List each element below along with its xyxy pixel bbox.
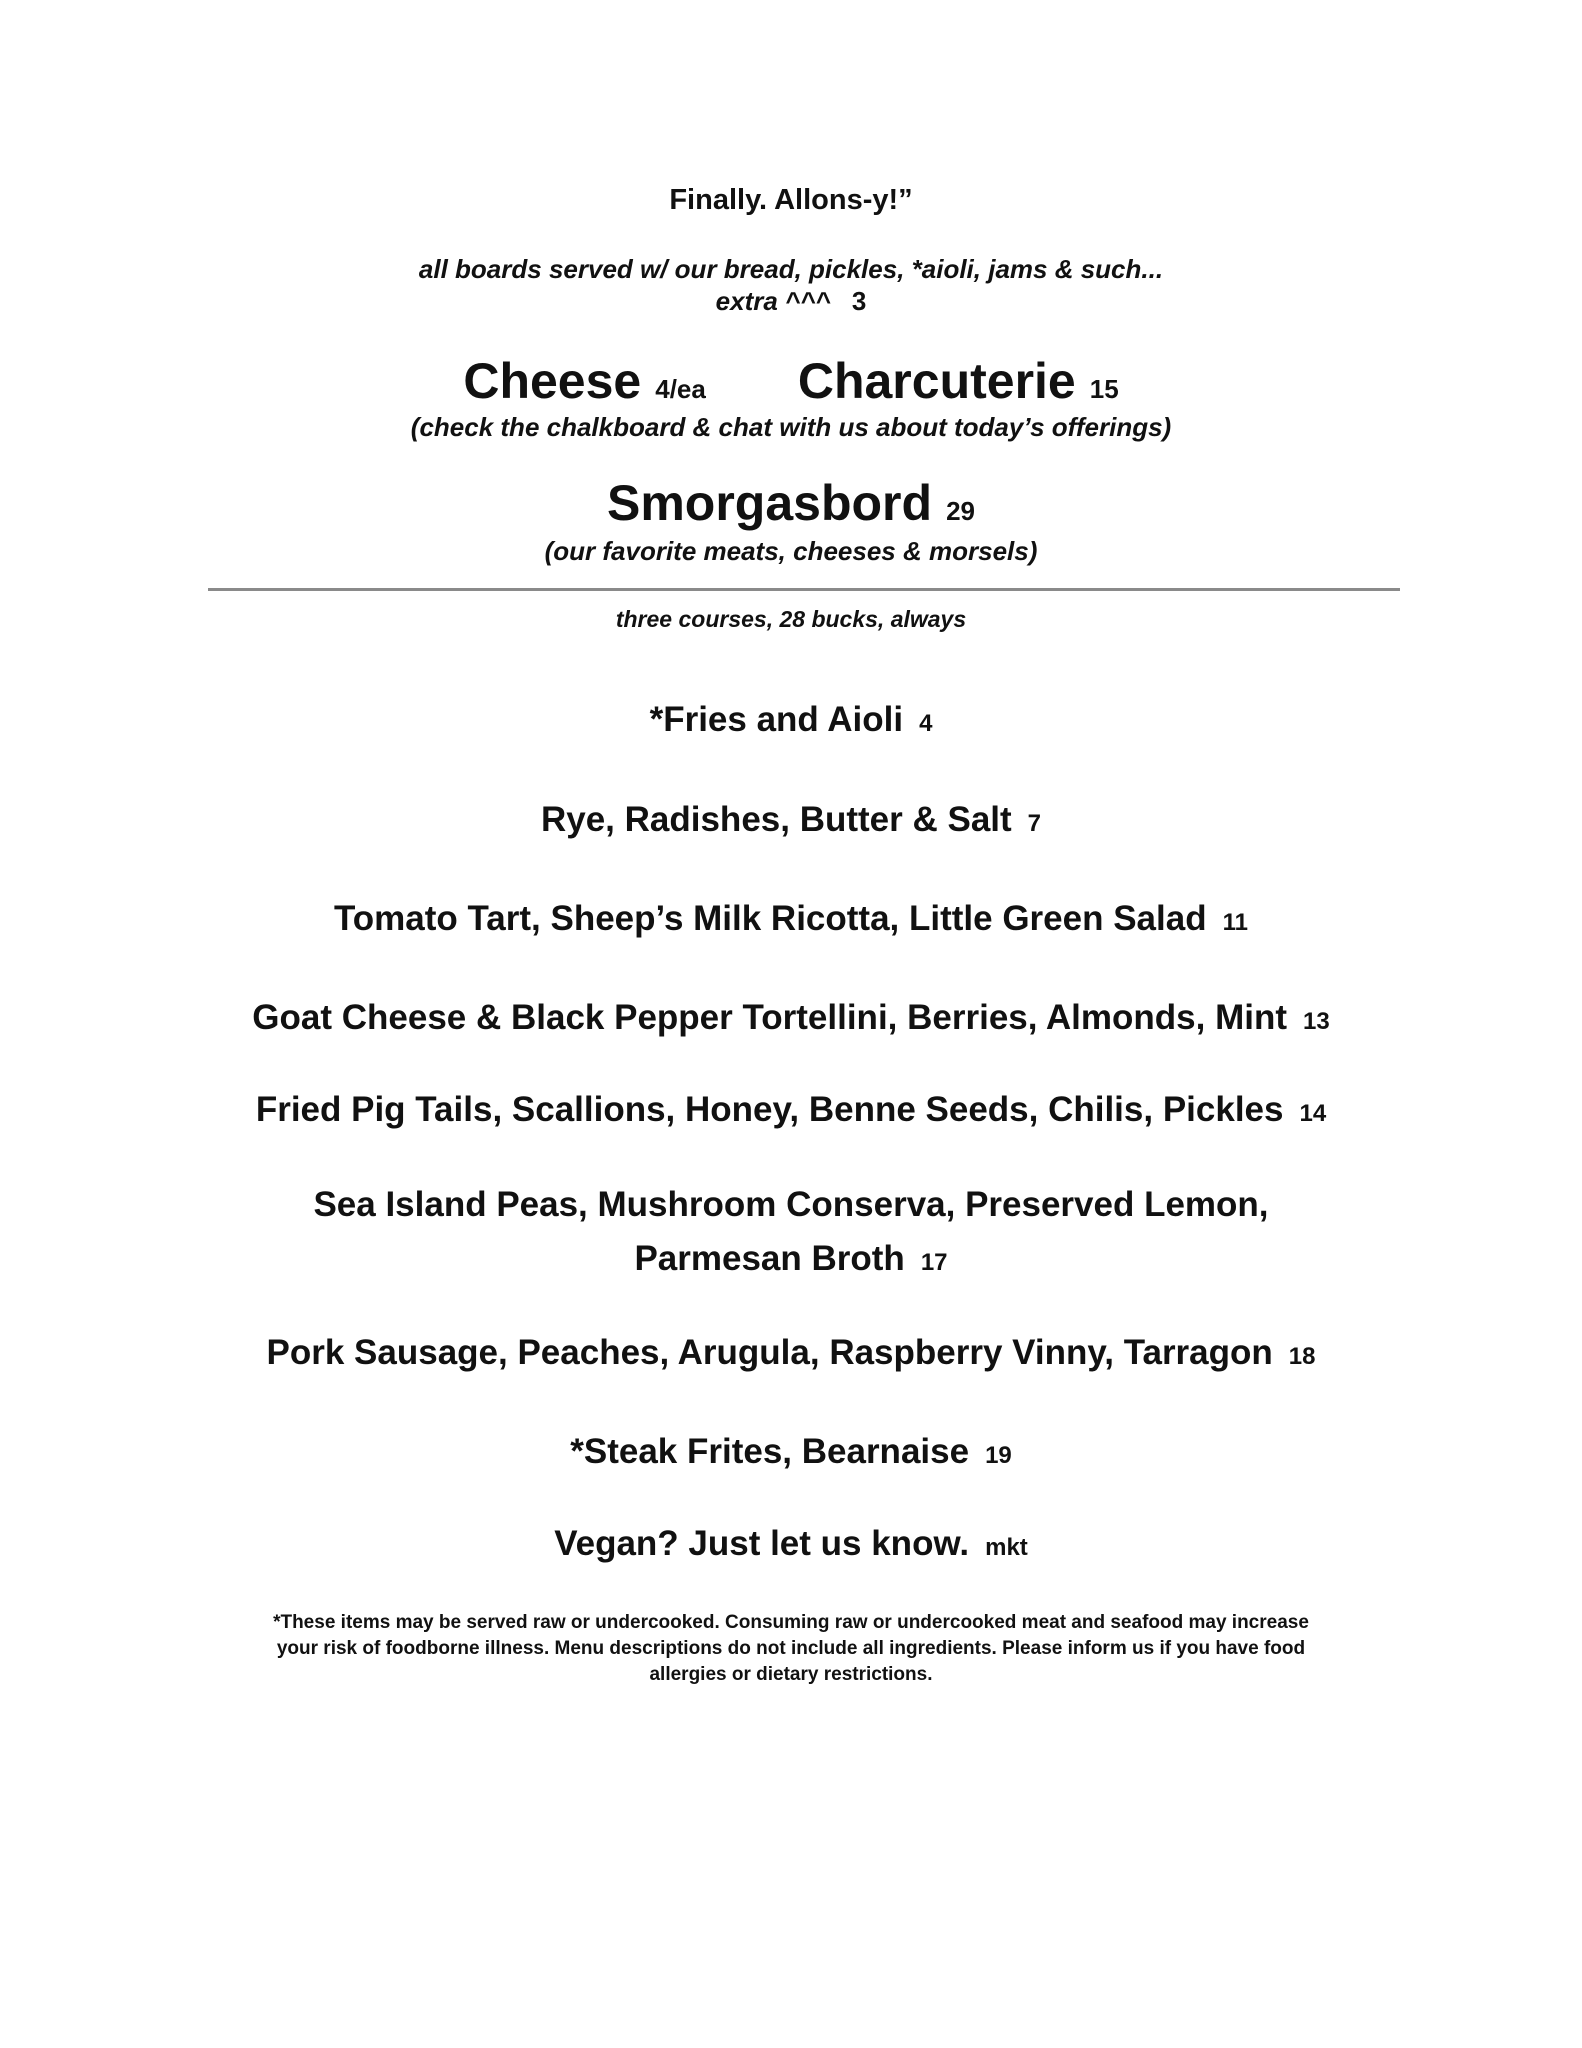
dish-price: 11 <box>1222 909 1248 936</box>
boards-note-text: all boards served w/ our bread, pickles, *aioli, jams & such... <box>418 254 1164 284</box>
dish-item <box>0 1333 1582 1373</box>
dish-name: Fried Pig Tails, Scallions, Honey, Benne Seeds, Chilis, Pickles <box>255 1090 1284 1129</box>
cheese-label: Cheese <box>463 353 642 409</box>
dish-price: 14 <box>1299 1100 1327 1127</box>
dish-name: *Steak Frites, Bearnaise <box>570 1432 970 1471</box>
disclaimer-text: allergies or dietary restrictions. <box>649 1664 933 1685</box>
dish-item <box>0 899 1582 939</box>
menu-title <box>0 184 1582 217</box>
dish-price: 18 <box>1288 1343 1316 1370</box>
boards-note <box>0 254 1582 285</box>
dish-item <box>0 700 1582 740</box>
smorgasbord-label: Smorgasbord <box>607 475 933 531</box>
dish-item <box>0 800 1582 840</box>
disclaimer-text: *These items may be served raw or undercooked. Consuming raw or undercooked meat and seafood may increase <box>273 1612 1309 1633</box>
dish-item-line2 <box>0 1239 1582 1279</box>
boards-row <box>0 352 1582 410</box>
charcuterie-price: 15 <box>1089 374 1119 404</box>
boards-extra-price: 3 <box>851 286 867 316</box>
disclaimer-line <box>0 1638 1582 1660</box>
smorgasbord-price: 29 <box>946 496 975 526</box>
disclaimer-text: your risk of foodborne illness. Menu descriptions do not include all ingredients. Please inform us if you have food <box>276 1638 1306 1659</box>
dish-name: Sea Island Peas, Mushroom Conserva, Preserved Lemon, <box>313 1185 1269 1224</box>
menu-title-text: Finally. Allons-y!” <box>669 184 913 216</box>
dish-item-line1 <box>0 1185 1582 1225</box>
dish-name: Tomato Tart, Sheep’s Milk Ricotta, Little Green Salad <box>334 899 1207 938</box>
chalkboard-note-text: (check the chalkboard & chat with us about today’s offerings) <box>410 412 1172 442</box>
dish-name: *Fries and Aioli <box>649 700 904 739</box>
dish-price: mkt <box>985 1534 1028 1561</box>
smorgasbord-note-text: (our favorite meats, cheeses & morsels) <box>544 536 1038 566</box>
dish-item <box>0 1524 1582 1564</box>
dish-item <box>0 998 1582 1038</box>
smorgasbord-row <box>0 474 1582 532</box>
dish-name: Vegan? Just let us know. <box>554 1524 970 1563</box>
dish-price: 17 <box>920 1249 948 1276</box>
courses-note-text: three courses, 28 bucks, always <box>615 606 967 632</box>
disclaimer-line <box>0 1664 1582 1686</box>
boards-extra-note <box>0 286 1582 317</box>
dish-name: Parmesan Broth <box>634 1239 905 1278</box>
dish-price: 4 <box>919 710 933 737</box>
section-divider <box>208 588 1400 591</box>
boards-extra-text: extra ^^^ <box>715 286 831 316</box>
dish-name: Pork Sausage, Peaches, Arugula, Raspberry Vinny, Tarragon <box>266 1333 1273 1372</box>
courses-note <box>0 606 1582 633</box>
dish-item <box>0 1432 1582 1472</box>
disclaimer-line <box>0 1612 1582 1634</box>
dish-name: Goat Cheese & Black Pepper Tortellini, Berries, Almonds, Mint <box>252 998 1287 1037</box>
chalkboard-note <box>0 412 1582 443</box>
dish-item <box>0 1090 1582 1130</box>
dish-price: 7 <box>1027 810 1042 837</box>
dish-price: 13 <box>1302 1008 1330 1035</box>
dish-price: 19 <box>985 1442 1012 1469</box>
charcuterie-label: Charcuterie <box>797 353 1076 409</box>
smorgasbord-note <box>0 536 1582 567</box>
dish-name: Rye, Radishes, Butter & Salt <box>540 800 1012 839</box>
cheese-price: 4/ea <box>655 374 706 404</box>
